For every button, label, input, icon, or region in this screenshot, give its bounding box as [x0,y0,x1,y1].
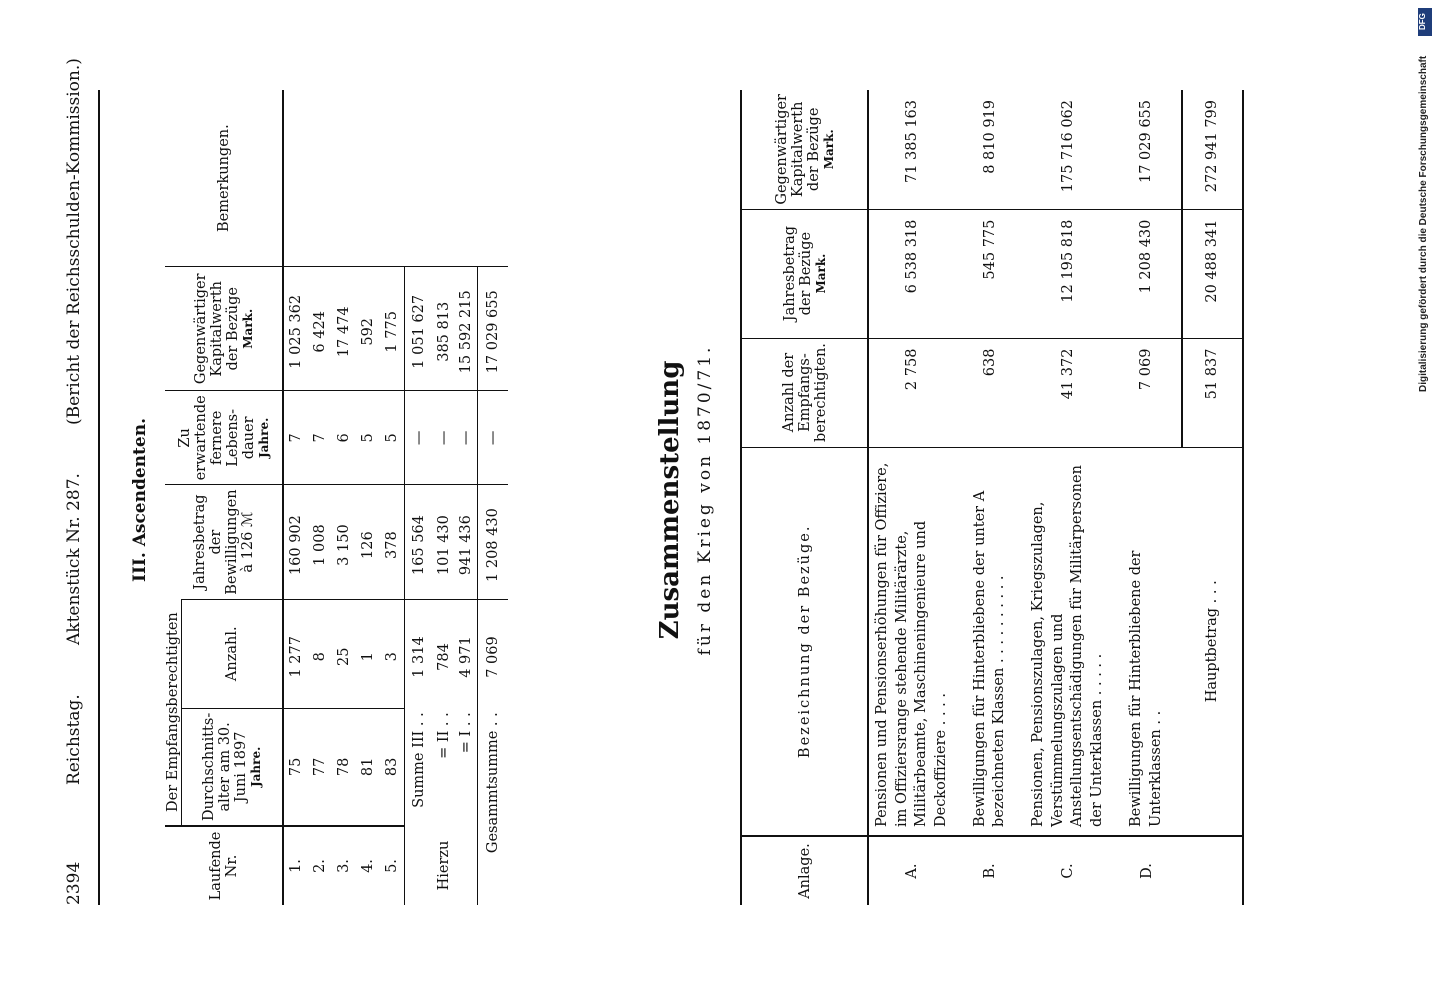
add-expected: — [433,391,455,485]
row-kapitalwerth: 175 716 062 [1060,100,1077,193]
total-label: Gesammtsumme . . [478,708,509,905]
col-anzahl: Anzahl der Empfangs- berechtigten. [741,338,868,447]
summary-subtitle: für den Krieg von 1870/71. [695,344,715,656]
add-label: = II . . [436,712,452,759]
col-anlage: Anlage. [741,836,868,905]
col-annual: Jahresbetrag der Bewilligungen à 126 ℳ [165,485,283,599]
row-text: Pensionen, Pensionszulagen, Kriegszulagen, Verstümmelungszulagen und Anstellungsentschädigungen für Militärpersonen der Unterklassen . . . . . [1025,447,1111,836]
page-number: 2394 [64,861,84,905]
row-remarks [356,90,380,267]
total-anzahl: 51 837 [1182,338,1243,447]
col-bezeichnung: Bezeichnung der Bezüge. [741,447,868,836]
row-age: 83 [380,708,405,826]
header-right: (Bericht der Reichsschulden-Kommission.) [64,58,84,425]
row-kapitalwerth: 8 810 919 [982,100,999,174]
sidebar-text: Digitalisierung gefördert durch die Deutsche Forschungsgemeinschaft [1418,55,1429,392]
row-text: Bewilligungen für Hinterbliebene der unter A bezeichneten Klassen . . . . . . . . . . [955,447,1025,836]
total-kapitalwerth: 272 941 799 [1182,90,1243,209]
row-kapitalwerth: 71 385 163 [904,100,921,184]
total-anlage [1182,836,1243,905]
row-capital: 1 025 362 [283,267,308,391]
total-row [478,90,509,905]
row-annual: 1 008 [308,485,332,599]
add-expected: — [455,391,478,485]
sum-expected: — [405,391,434,485]
row-annual: 160 902 [283,485,308,599]
row-anlage: C. [1025,836,1111,905]
table-row [332,90,356,905]
total-remarks [478,90,509,267]
add-annual: 101 430 [433,485,455,599]
page-header [60,58,94,905]
header-middle: Aktenstück Nr. 287. [64,473,84,645]
table-row [356,90,380,905]
row-age: 81 [356,708,380,826]
row-remarks [332,90,356,267]
col-expected [165,391,283,485]
row-nr: 2. [308,826,332,905]
total-count: 7 069 [478,599,509,708]
add-capital: 15 592 215 [455,267,478,391]
row-annual: 126 [356,485,380,599]
col-age-label: Durchschnitts- alter am 30. Juni 1897 [201,712,249,821]
add-row [433,90,455,905]
table-row [380,90,405,905]
row-anlage: A. [868,836,955,905]
row-expected: 5 [356,391,380,485]
row-jahresbetrag: 545 775 [955,209,1025,338]
total-label: Hauptbetrag . . . [1182,447,1243,836]
sum-count: 1 314 [405,599,434,708]
row-capital: 592 [356,267,380,391]
sum-capital: 1 051 627 [405,267,434,391]
row-remarks [380,90,405,267]
row-jahresbetrag: 12 195 818 [1025,209,1111,338]
row-annual: 378 [380,485,405,599]
summary-row [1112,90,1182,905]
row-anlage: B. [955,836,1025,905]
row-anzahl: 638 [955,338,1025,447]
row-count: 1 277 [283,599,308,708]
header-left: Reichstag. [64,694,84,785]
row-capital: 17 474 [332,267,356,391]
summary-row [868,90,955,905]
add-count: 784 [433,599,455,708]
col-group: Der Empfangsberechtigten [165,599,182,826]
row-age: 78 [332,708,356,826]
hierzu-label: Hierzu [436,840,452,891]
table-row [308,90,332,905]
total-capital: 17 029 655 [478,267,509,391]
sum-annual: 165 564 [405,485,434,599]
add-remarks [455,90,478,267]
row-anzahl: 41 372 [1025,338,1111,447]
row-expected: 7 [283,391,308,485]
total-jahresbetrag: 20 488 341 [1182,209,1243,338]
row-nr: 5. [380,826,405,905]
row-expected: 6 [332,391,356,485]
summary-row [1025,90,1111,905]
row-age: 75 [283,708,308,826]
add-annual: 941 436 [455,485,478,599]
sum-row [405,90,434,905]
sum-remarks [405,90,434,267]
col-age [182,708,284,826]
total-annual: 1 208 430 [478,485,509,599]
col-expected-label: Zu erwartende fernere Lebens- dauer [176,395,257,481]
col-count: Anzahl. [182,599,284,708]
row-nr: 1. [283,826,308,905]
table-row [283,90,308,905]
col-capital [165,267,283,391]
row-count: 25 [332,599,356,708]
sum-label: Summe III . . [405,708,434,905]
row-text: Bewilligungen für Hinterbliebene der Unterklassen . . [1112,447,1182,836]
add-count: 4 971 [455,599,478,708]
row-capital: 1 775 [380,267,405,391]
row-jahresbetrag: 1 208 430 [1112,209,1182,338]
row-remarks [308,90,332,267]
row-remarks [283,90,308,267]
col-kapitalwerth-label: Gegenwärtiger Kapitalwerth der Bezüge [773,94,822,205]
row-anzahl: 7 069 [1112,338,1182,447]
row-anzahl: 2 758 [868,338,955,447]
add-capital: 385 813 [433,267,455,391]
col-nr: Laufende Nr. [165,826,283,905]
col-capital-unit: Mark. [240,308,255,349]
col-expected-unit: Jahre. [256,417,271,459]
row-jahresbetrag: 6 538 318 [868,209,955,338]
col-capital-label: Gegenwärtiger Kapitalwerth der Bezüge [192,273,241,385]
add-label: = I . . [458,712,474,754]
row-capital: 6 424 [308,267,332,391]
row-age: 77 [308,708,332,826]
col-kapitalwerth-unit: Mark. [821,129,836,170]
row-annual: 3 150 [332,485,356,599]
col-jahresbetrag-label: Jahresbetrag der Bezüge [781,225,814,322]
summary-title: Zusammenstellung [655,360,685,640]
row-expected: 7 [308,391,332,485]
add-row [455,90,478,905]
row-text: Pensionen und Pensionserhöhungen für Offiziere, im Offiziersrange stehende Militärärzte, Militärbeamte, Maschineningenieure und Deckoffiziere . . . . [868,447,955,836]
hierzu-label [455,826,478,905]
row-nr: 4. [356,826,380,905]
dfg-logo: DFG [1418,8,1432,36]
row-expected: 5 [380,391,405,485]
add-remarks [433,90,455,267]
col-kapitalwerth [741,90,868,209]
header-rule [98,90,100,905]
row-count: 3 [380,599,405,708]
summary-row [955,90,1025,905]
col-age-unit: Jahre. [249,746,263,788]
ascendenten-table [165,90,508,905]
summary-table [740,90,1244,905]
total-expected: — [478,391,509,485]
row-kapitalwerth: 17 029 655 [1138,100,1154,184]
col-remarks: Bemerkungen. [165,90,283,267]
section-title: III. Ascendenten. [130,418,150,582]
col-jahresbetrag [741,209,868,338]
col-jahresbetrag-unit: Mark. [813,253,828,294]
row-anlage: D. [1112,836,1182,905]
row-count: 8 [308,599,332,708]
row-count: 1 [356,599,380,708]
row-nr: 3. [332,826,356,905]
summary-total-row [1182,90,1243,905]
